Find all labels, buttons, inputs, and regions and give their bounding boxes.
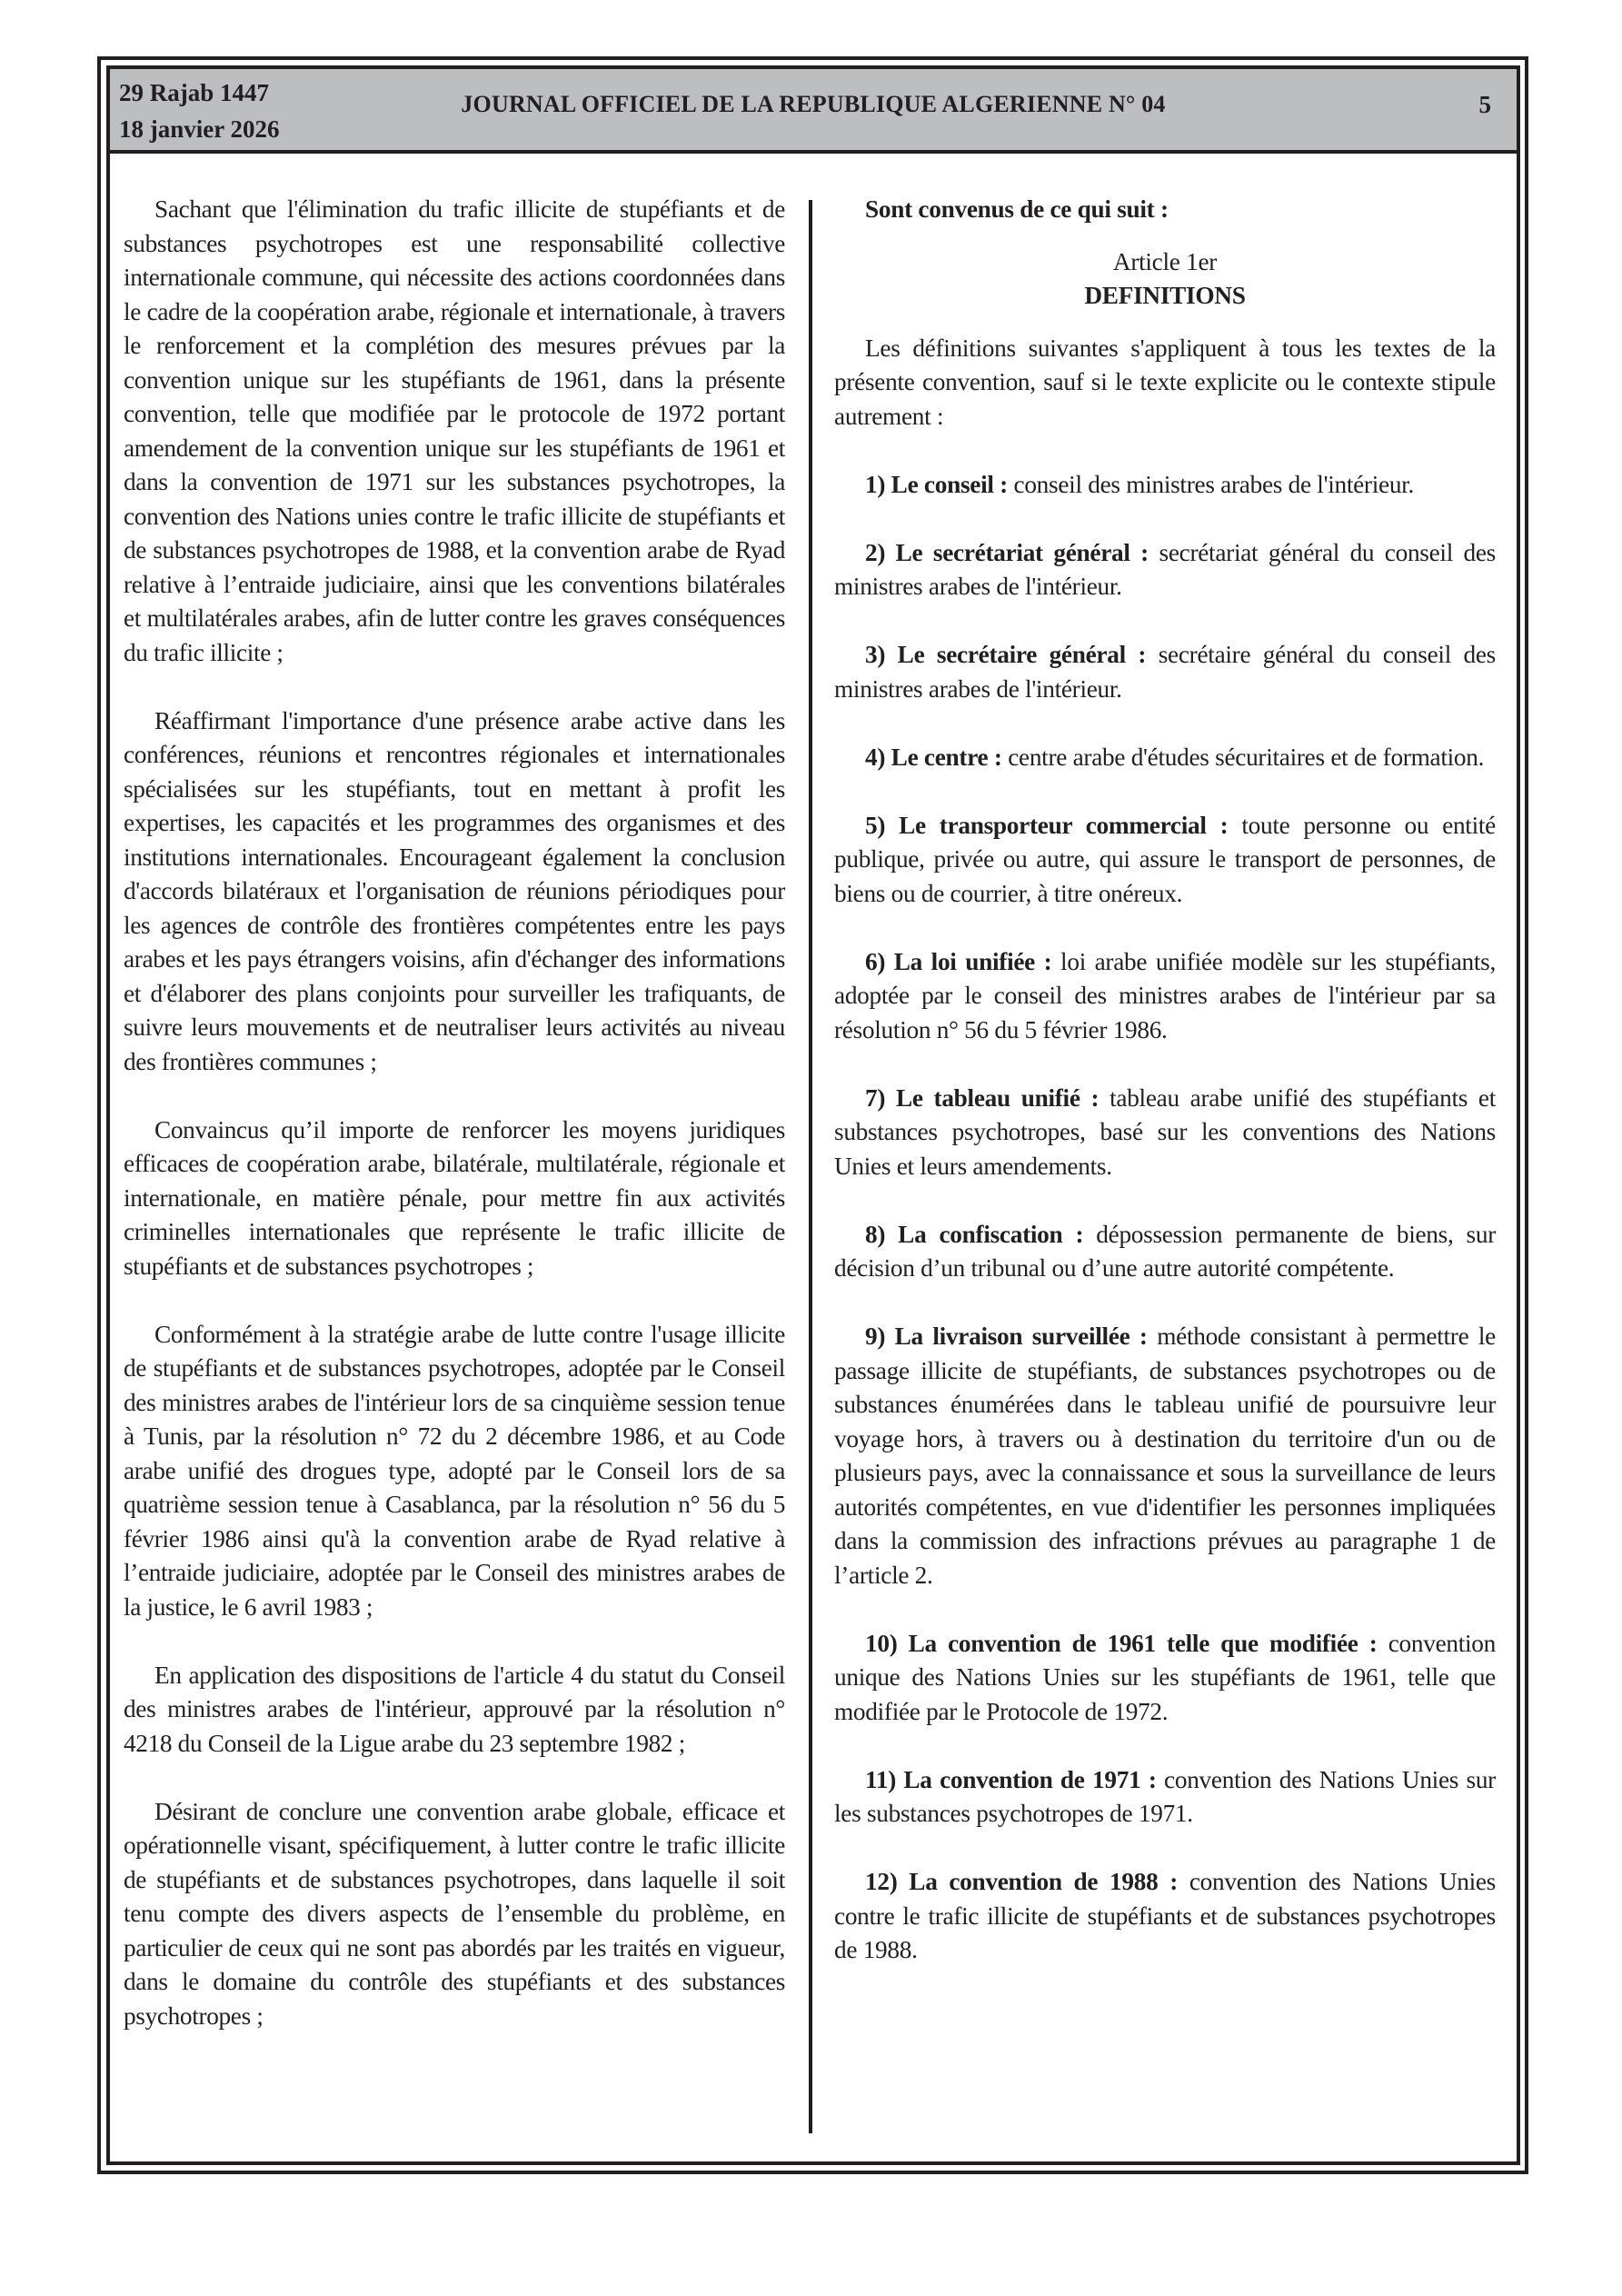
right-column — [834, 193, 1496, 2002]
definition-item — [834, 1763, 1496, 1832]
definition-term: 2) Le secrétariat général : — [865, 538, 1149, 566]
definition-text: toute personne ou entité publique, privée ou autre, qui assure le transport de personnes, de biens ou de courrier, à titre onéreux. — [834, 811, 1496, 907]
definition-text: secrétariat général du conseil des ministres arabes de l'intérieur. — [834, 538, 1496, 600]
definition-item — [834, 741, 1496, 775]
page-number: 5 — [1478, 91, 1491, 118]
definition-text: méthode consistant à permettre le passage illicite de stupéfiants, de substances psychotropes ou de substances énumérées dans le tableau unifié de poursuivre leur voyage hors, à travers ou à destination du territoire d'un ou de plusieurs pays, avec la connaissance et sous la surveillance de leurs autorités compétentes, en vue d'identifier les personnes impliquées dans la commission des infractions prévues au paragraphe 1 de l’article 2. — [834, 1323, 1496, 1589]
left-column — [124, 193, 785, 2068]
definition-text: convention unique des Nations Unies sur les stupéfiants de 1961, telle que modifiée par le Protocole de 1972. — [834, 1629, 1496, 1725]
article-title: DEFINITIONS — [1084, 282, 1246, 309]
definition-term: 9) La livraison surveillée : — [865, 1323, 1148, 1350]
agreement-heading: Sont convenus de ce qui suit : — [865, 195, 1169, 223]
definition-text: dépossession permanente de biens, sur décision d’un tribunal ou d’une autre autorité compétente. — [834, 1220, 1496, 1282]
definition-text: loi arabe unifiée modèle sur les stupéfiants, adoptée par le conseil des ministres arabes de l'intérieur par sa résolution n° 56 du 5 février 1986. — [834, 947, 1497, 1043]
definition-text: conseil des ministres arabes de l'intérieur. — [1007, 470, 1414, 498]
preamble-paragraph: En application des dispositions de l'article 4 du statut du Conseil des ministres arabes de l'intérieur, approuvé par la résolution n° 4218 du Conseil de la Ligue arabe du 23 septembre 1982 ; — [124, 1661, 785, 1757]
definition-item — [834, 1320, 1496, 1592]
definition-term: 8) La confiscation : — [865, 1220, 1084, 1248]
preamble-paragraph: Convaincus qu’il importe de renforcer les moyens juridiques efficaces de coopération arabe, bilatérale, multilatérale, régionale et internationale, en matière pénale, pour mettre fin aux activités criminelles internationales que représente le trafic illicite de stupéfiants et de substances psychotropes ; — [124, 1115, 785, 1280]
definition-item — [834, 1082, 1496, 1184]
preamble-paragraph: Désirant de conclure une convention arabe globale, efficace et opérationnelle visant, spécifiquement, à lutter contre le trafic illicite de stupéfiants et de substances psychotropes, dans laquelle il soit tenu compte des divers aspects de l’ensemble du problème, en particulier de ceux qui ne sont pas abordés par les traités en vigueur, dans le domaine du contrôle des stupéfiants et des substances psychotropes ; — [124, 1797, 785, 2030]
definition-item — [834, 809, 1496, 912]
hijri-date: 29 Rajab 1447 — [119, 79, 270, 106]
definition-item — [834, 536, 1496, 604]
definition-term: 3) Le secrétaire général : — [865, 641, 1147, 668]
definitions-intro: Les définitions suivantes s'appliquent à tous les textes de la présente convention, sauf si le texte explicite ou le contexte stipule autrement : — [834, 334, 1496, 430]
definition-text: tableau arabe unifié des stupéfiants et substances psychotropes, basé sur les conventions des Nations Unies et leurs amendements. — [834, 1083, 1496, 1180]
definition-text: secrétaire général du conseil des ministres arabes de l'intérieur. — [834, 641, 1496, 703]
preamble-paragraph: Réaffirmant l'importance d'une présence arabe active dans les conférences, réunions et rencontres régionales et internationales spécialisées sur les stupéfiants, tout en mettant à profit les expertises, les capacités et les programmes des organismes et des institutions internationales. Encourageant également la conclusion d'accords bilatéraux et l'organisation de réunions périodiques pour les agences de contrôle des frontières compétentes entre les pays arabes et les pays étrangers voisins, afin d'échanger des informations et d'élaborer des plans conjoints pour surveiller les trafiquants, de suivre leurs mouvements et de neutraliser leurs activités au niveau des frontières communes ; — [124, 706, 785, 1075]
definition-text: convention des Nations Unies sur les substances psychotropes de 1971. — [834, 1765, 1496, 1827]
page-header — [110, 69, 1517, 154]
preamble-paragraph: Conformément à la stratégie arabe de lutte contre l'usage illicite de stupéfiants et de substances psychotropes, adoptée par le Conseil des ministres arabes de l'intérieur lors de sa cinquième session tenue à Tunis, par la résolution n° 72 du 2 décembre 1986, et au Code arabe unifié des drogues type, adopté par le Conseil lors de sa quatrième session tenue à Casablanca, par la résolution n° 56 du 5 février 1986 ainsi qu'à la convention arabe de Ryad relative à l’entraide judiciaire, adoptée par le Conseil des ministres arabes de la justice, le 6 avril 1983 ; — [124, 1320, 785, 1621]
definition-item — [834, 1865, 1496, 1968]
definition-term: 7) Le tableau unifié : — [865, 1083, 1100, 1112]
definition-term: 1) Le conseil : — [865, 470, 1008, 498]
definition-term: 10) La convention de 1961 telle que modifiée : — [865, 1629, 1378, 1657]
definition-term: 11) La convention de 1971 : — [865, 1765, 1157, 1793]
definition-text: convention des Nations Unies contre le trafic illicite de stupéfiants et de substances psychotropes de 1988. — [834, 1868, 1497, 1963]
article-label: Article 1er — [1112, 247, 1218, 275]
definition-item — [834, 1627, 1496, 1730]
definition-term: 5) Le transporteur commercial : — [865, 811, 1229, 839]
column-divider — [809, 200, 812, 2133]
definition-item — [834, 468, 1496, 503]
definition-term: 6) La loi unifiée : — [865, 947, 1052, 975]
definition-item — [834, 638, 1496, 706]
gregorian-date: 18 janvier 2026 — [119, 115, 280, 143]
definition-term: 12) La convention de 1988 : — [865, 1868, 1179, 1895]
preamble-paragraph: Sachant que l'élimination du trafic illicite de stupéfiants et de substances psychotropes est une responsabilité collective internationale commune, qui nécessite des actions coordonnées dans le cadre de la coopération arabe, régionale et internationale, à travers le renforcement et la complétion des mesures prévues par la convention unique sur les stupéfiants de 1961, dans la présente convention, telle que modifiée par le protocole de 1972 portant amendement de la convention unique sur les stupéfiants de 1961 et dans la convention de 1971 sur les substances psychotropes, la convention des Nations unies contre le trafic illicite de stupéfiants et de substances psychotropes de 1988, et la convention arabe de Ryad relative à l’entraide judiciaire, ainsi que les conventions bilatérales et multilatérales arabes, afin de lutter contre les graves conséquences du trafic illicite ; — [124, 195, 785, 666]
definition-item — [834, 1218, 1496, 1286]
definition-item — [834, 945, 1496, 1048]
definition-text: centre arabe d'études sécuritaires et de formation. — [1001, 743, 1485, 771]
definition-term: 4) Le centre : — [865, 743, 1002, 771]
journal-title: JOURNAL OFFICIEL DE LA REPUBLIQUE ALGERIENNE N° 04 — [461, 91, 1166, 117]
